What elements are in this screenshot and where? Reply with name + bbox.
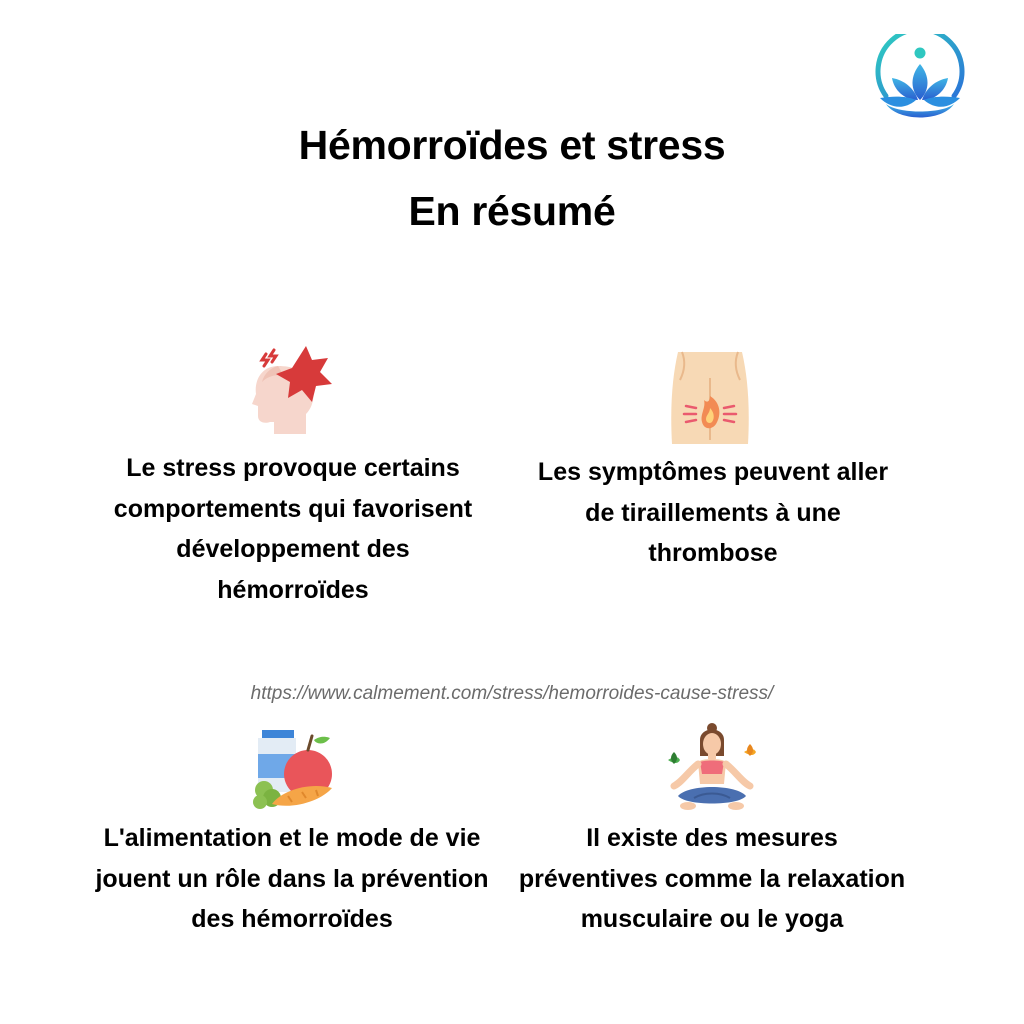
title-line-1: Hémorroïdes et stress [298, 122, 726, 168]
title-line-2: En résumé [408, 188, 616, 234]
stress-head-icon [248, 344, 338, 436]
card-text-stress: Le stress provoque certains comportements qui favorisent développement des hémorroïdes [113, 454, 473, 604]
yoga-meditation-icon [664, 722, 760, 814]
buttocks-pain-icon [668, 348, 752, 446]
card-text-symptoms: Les symptômes peuvent aller de tiraillements à une thrombose [537, 458, 889, 567]
card-text-prevention: Il existe des mesures préventives comme la relaxation musculaire ou le yoga [518, 824, 906, 933]
page-title [0, 112, 1024, 244]
food-nutrition-icon [252, 726, 334, 810]
card-text-nutrition: L'alimentation et le mode de vie jouent un rôle dans la prévention des hémorroïdes [95, 824, 489, 933]
source-url: https://www.calmement.com/stress/hemorroides-cause-stress/ [250, 683, 774, 704]
